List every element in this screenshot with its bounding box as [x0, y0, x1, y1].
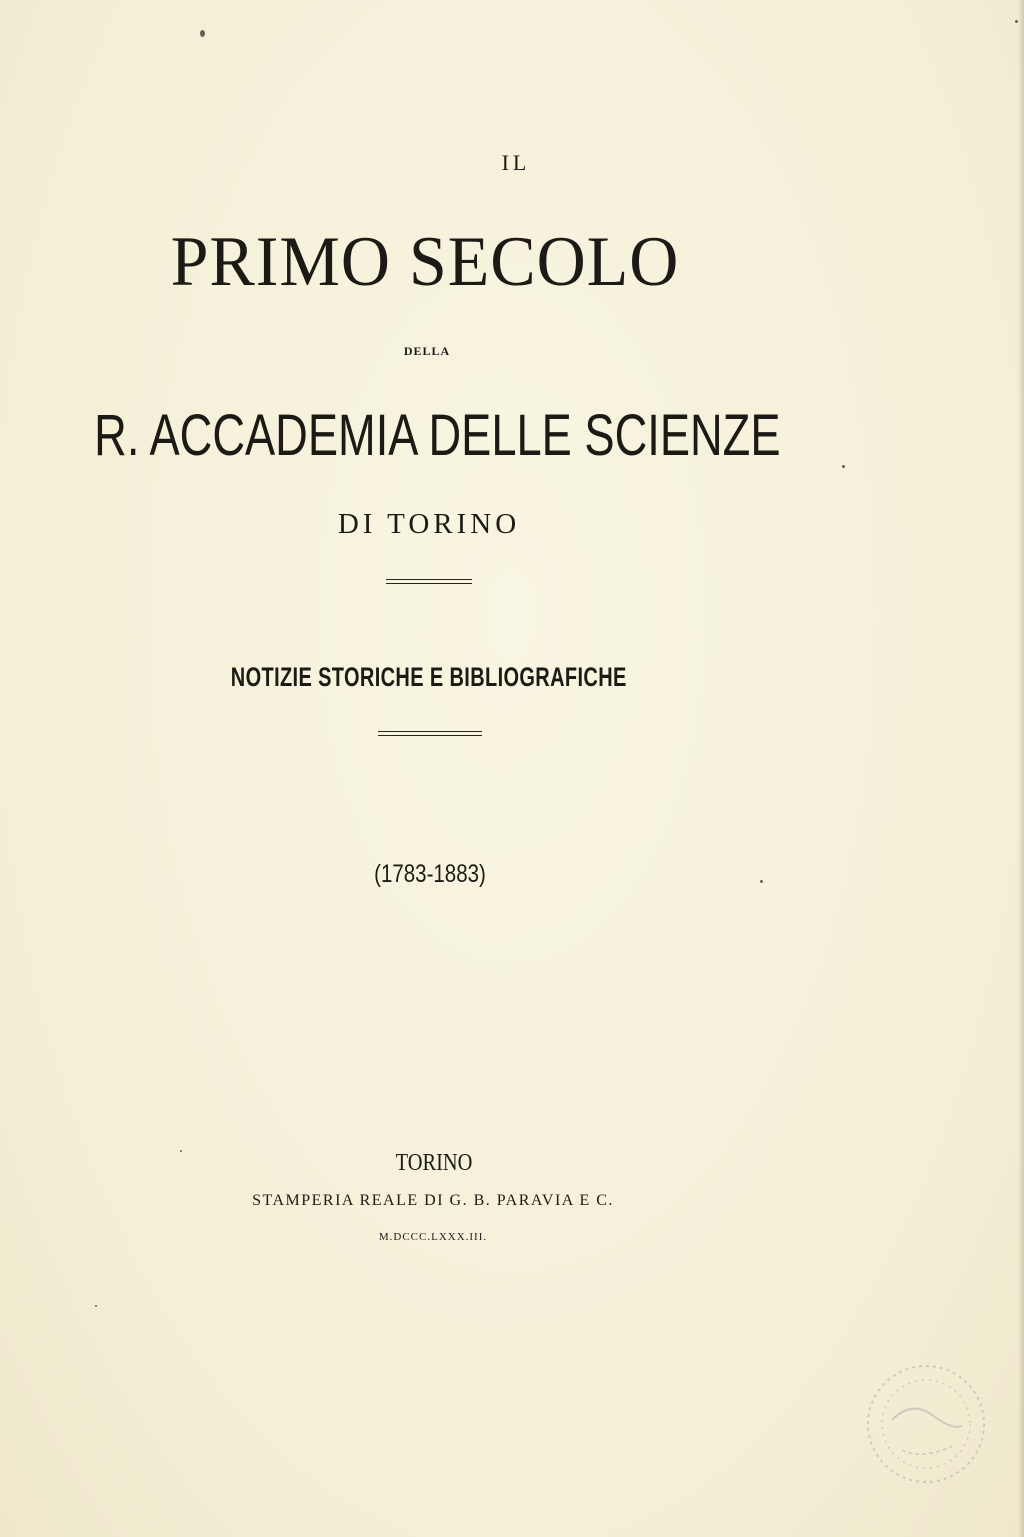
institution-name: R. ACCADEMIA DELLE SCIENZE [94, 403, 781, 468]
page-edge-shadow [1018, 0, 1024, 1537]
main-title: PRIMO SECOLO [170, 221, 680, 301]
imprint-year: M.DCCC.LXXX.III. [378, 1231, 488, 1243]
dust-speck [180, 1150, 182, 1152]
title-line-il: IL [501, 150, 531, 175]
double-rule-bottom-b [378, 735, 482, 736]
date-range: (1783-1883) [374, 860, 486, 888]
imprint-printer: STAMPERIA REALE DI G. B. PARAVIA E C. [252, 1192, 614, 1209]
dust-speck [760, 880, 763, 883]
subtitle: NOTIZIE STORICHE E BIBLIOGRAFICHE [230, 662, 627, 692]
dust-speck [842, 465, 845, 468]
institution-city: DI TORINO [337, 508, 521, 540]
dust-speck [1015, 20, 1018, 23]
library-stamp-icon [862, 1360, 990, 1488]
double-rule-top-a [386, 579, 472, 580]
title-line-della: DELLA [403, 344, 451, 358]
double-rule-top-b [386, 583, 472, 584]
double-rule-bottom-a [378, 731, 482, 732]
dust-speck [95, 1305, 97, 1307]
dust-speck [200, 30, 205, 37]
imprint-city: TORINO [395, 1150, 473, 1176]
